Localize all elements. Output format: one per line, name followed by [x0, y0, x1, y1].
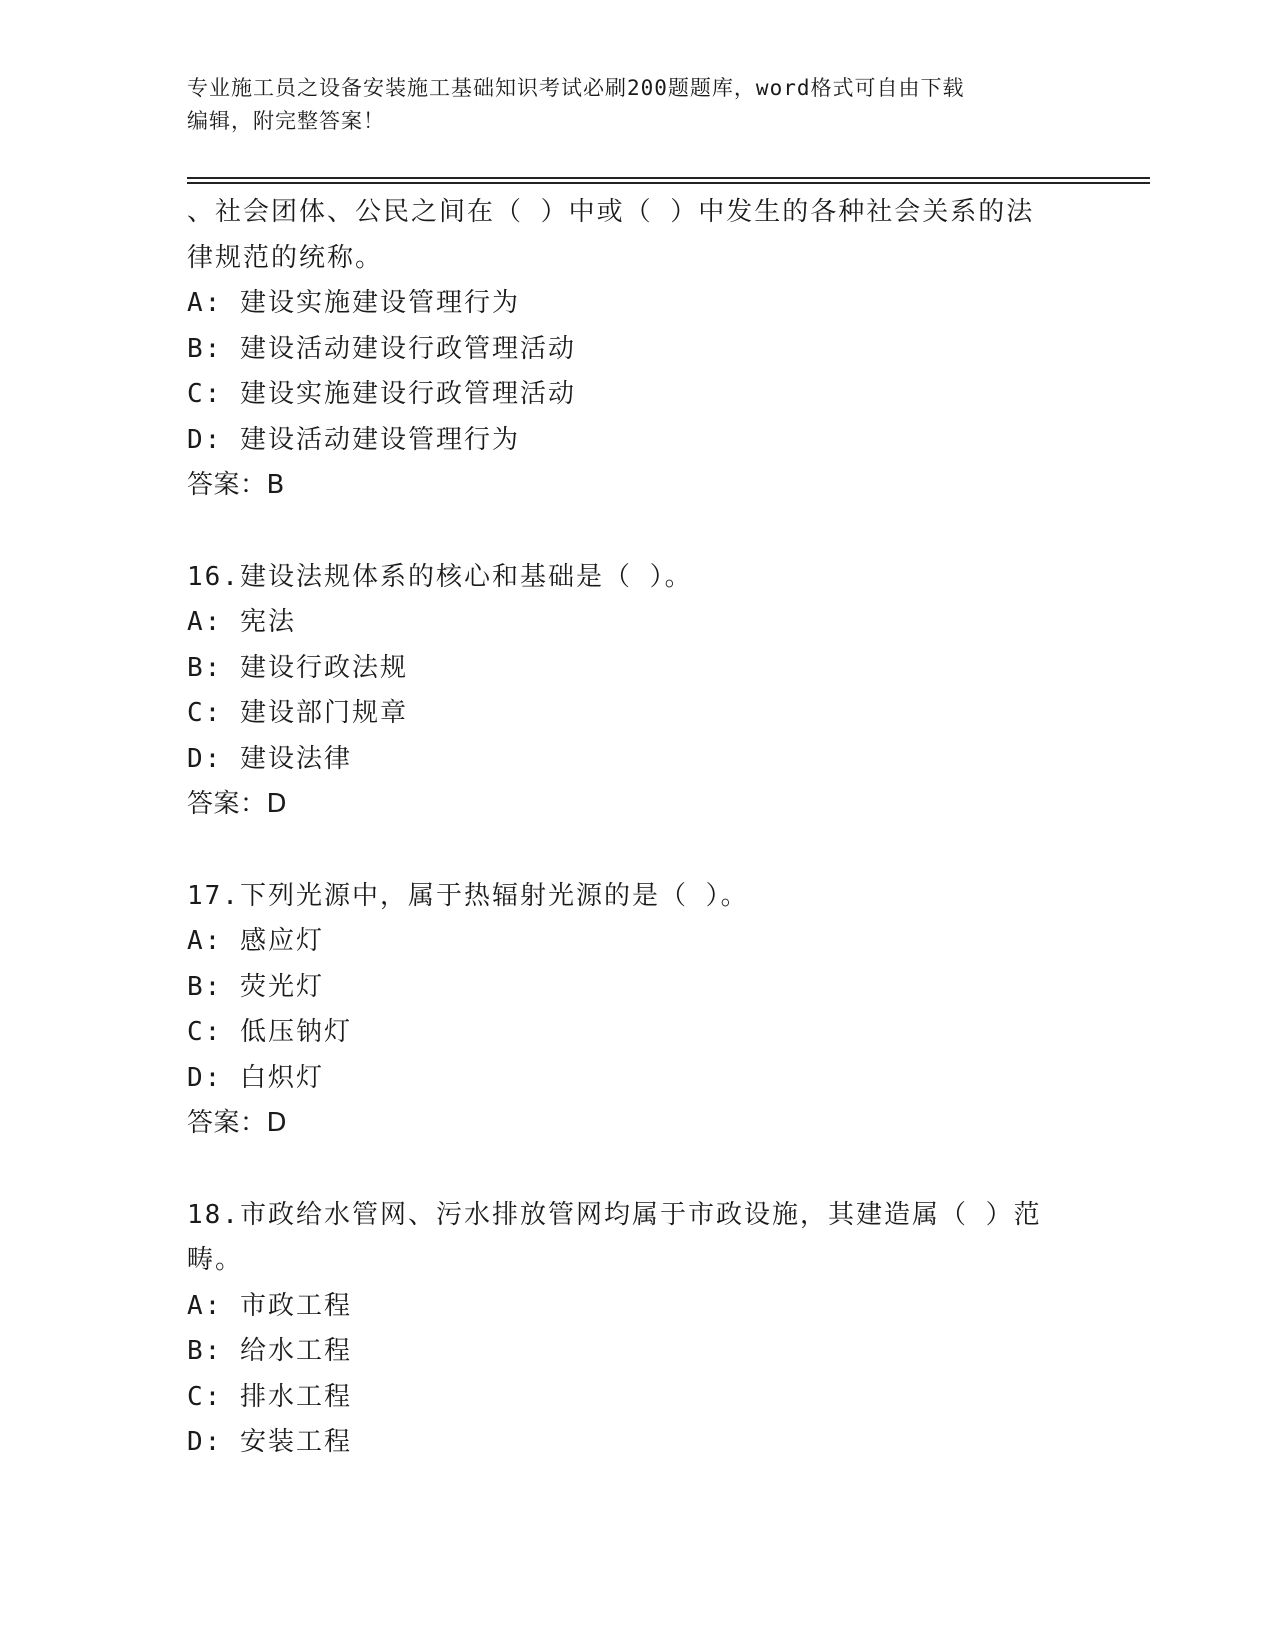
option-d: D: 白炽灯	[187, 1062, 324, 1093]
answer-line: 答案：B	[187, 470, 285, 500]
option-b: B: 建设活动建设行政管理活动	[187, 333, 576, 364]
option-c: C: 建设部门规章	[187, 698, 408, 728]
answer-line: 答案：D	[187, 1108, 288, 1138]
question-18	[187, 1193, 1087, 1466]
question-stem: 17.下列光源中，属于热辐射光源的是（ ）。	[187, 880, 749, 911]
option-d: D: 安装工程	[187, 1427, 352, 1457]
question-stem-continued: 律规范的统称。	[187, 242, 384, 273]
option-c: C: 建设实施建设行政管理活动	[187, 379, 576, 409]
option-c: C: 排水工程	[187, 1381, 352, 1412]
option-a: A: 市政工程	[187, 1290, 352, 1321]
option-b: B: 给水工程	[187, 1336, 352, 1366]
option-a: A: 建设实施建设管理行为	[187, 288, 520, 318]
question-stem: 16.建设法规体系的核心和基础是（ ）。	[187, 561, 693, 592]
option-a: A: 感应灯	[187, 926, 324, 956]
question-stem: 18.市政给水管网、污水排放管网均属于市政设施，其建造属（ ）范	[187, 1199, 1042, 1230]
question-list	[187, 190, 1087, 1466]
question-stem-continued: 畴。	[187, 1245, 244, 1275]
question-16	[187, 555, 1087, 828]
spacer	[187, 509, 1087, 555]
option-b: B: 建设行政法规	[187, 652, 408, 683]
header-line-2: 编辑，附完整答案！	[187, 109, 385, 133]
option-d: D: 建设活动建设管理行为	[187, 424, 520, 455]
spacer	[187, 1147, 1087, 1193]
option-d: D: 建设法律	[187, 743, 352, 774]
question-17	[187, 874, 1087, 1147]
option-c: C: 低压钠灯	[187, 1017, 352, 1047]
header-divider-bottom	[187, 182, 1150, 184]
header-line-1: 专业施工员之设备安装施工基础知识考试必刷200题题库，word格式可自由下载	[187, 76, 965, 100]
spacer	[187, 828, 1087, 874]
option-b: B: 荧光灯	[187, 971, 324, 1002]
question-stem: 、社会团体、公民之间在（ ）中或（ ）中发生的各种社会关系的法	[187, 197, 1035, 227]
answer-line: 答案：D	[187, 789, 288, 819]
option-a: A: 宪法	[187, 607, 296, 637]
header-divider-top	[187, 177, 1150, 179]
question-15	[187, 190, 1087, 509]
document-header	[187, 72, 1067, 138]
